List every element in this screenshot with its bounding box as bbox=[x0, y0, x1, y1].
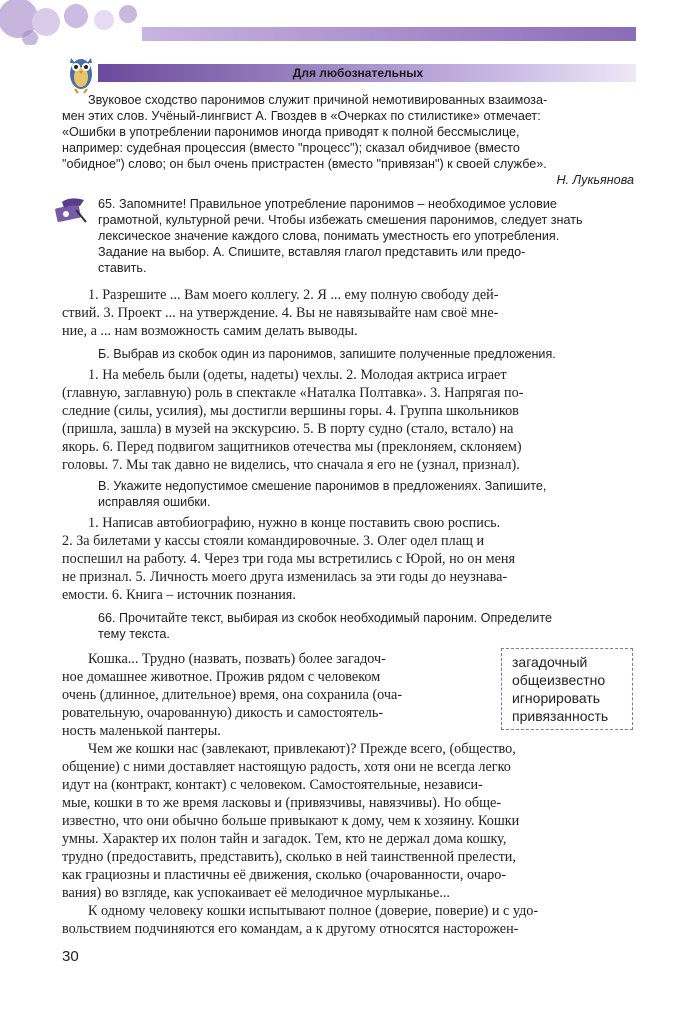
vocabulary-word: загадочный bbox=[512, 654, 588, 670]
text-line: трудно (предоставить, представить), сколько в ней таинственной прелести, bbox=[62, 849, 516, 865]
text-paragraph-3 bbox=[62, 902, 634, 938]
info-paragraph bbox=[62, 92, 634, 188]
info-line: «Ошибки в употреблении паронимов иногда приводят к полной бессмыслице, bbox=[62, 125, 520, 139]
ex65-line: лексическое значение каждого слова, понимать уместность его употребления. bbox=[98, 229, 560, 243]
text-paragraph-2 bbox=[62, 740, 634, 902]
text-line: как грациозны и пластичны её движения, сколько (очарованности, очаро- bbox=[62, 867, 507, 883]
part-c-line: 2. За билетами у кассы стояли командировочные. 3. Олег одел плащ и bbox=[62, 533, 485, 549]
ex65-line: грамотной, культурной речи. Чтобы избежать смешения паронимов, следует знать bbox=[98, 213, 583, 227]
owl-icon bbox=[66, 50, 96, 94]
part-c-line: емости. 6. Книга – источник познания. bbox=[62, 587, 296, 603]
top-decor-bar bbox=[142, 27, 636, 41]
part-c-task-line: В. Укажите недопустимое смешение паронимов в предложениях. Запишите, bbox=[98, 479, 547, 493]
info-author: Н. Лукьянова bbox=[556, 173, 634, 187]
part-a-line: ствий. 3. Проект ... на утверждение. 4. Вы не навязывайте нам своё мне- bbox=[62, 305, 499, 321]
section-title: Для любознательных bbox=[292, 66, 424, 80]
part-c-task-line: исправляя ошибки. bbox=[98, 495, 211, 509]
task-icon bbox=[54, 196, 88, 224]
ex65-line: Задание на выбор. А. Спишите, вставляя глагол представить или предо- bbox=[98, 245, 526, 259]
info-line: например: судебная процессия (вместо "процесс"); сказал обидчивое (вместо bbox=[62, 141, 520, 155]
info-line: Звуковое сходство паронимов служит причиной немотивированных взаимоза- bbox=[88, 93, 548, 107]
part-b-line: (главную, заглавную) роль в спектакле «Наталка Полтавка». 3. Напрягая по- bbox=[62, 385, 524, 401]
text-paragraph-1 bbox=[62, 650, 484, 740]
part-b-line: 1. На мебель были (одеты, надеты) чехлы. 2. Молодая актриса играет bbox=[88, 367, 507, 383]
part-b-line: (пришла, зашла) в музей на экскурсию. 5. В порту судно (стало, встало) на bbox=[62, 421, 514, 437]
text-line: общение) с ними доставляет настоящую радость, хотя они не всегда легко bbox=[62, 759, 511, 775]
part-c-sentences bbox=[62, 514, 634, 604]
text-line: вания) во взгляде, как успокаивает её мелодичное мурлыканье... bbox=[62, 885, 450, 901]
decorative-circles bbox=[0, 0, 150, 45]
text-line: очень (длинное, длительное) время, она сохранила (оча- bbox=[62, 687, 403, 703]
ex66-line: 66. Прочитайте текст, выбирая из скобок необходимый пароним. Определите bbox=[98, 611, 552, 625]
text-line: Чем же кошки нас (завлекают, привлекают)? Прежде всего, (общество, bbox=[88, 741, 516, 757]
exercise-66 bbox=[98, 610, 634, 642]
text-line: ное домашнее животное. Прожив рядом с человеком bbox=[62, 669, 381, 685]
vocabulary-word: общеизвестно bbox=[512, 672, 606, 688]
text-line: Кошка... Трудно (назвать, позвать) более загадоч- bbox=[88, 651, 386, 667]
text-line: известно, что они обычно больше привыкают к дому, чем к хозяину. Кошки bbox=[62, 813, 520, 829]
part-a-line: ние, а ... нам возможность самим делать выводы. bbox=[62, 323, 358, 339]
part-c-line: не признал. 5. Личность моего друга изменилась за эти годы до неузнава- bbox=[62, 569, 508, 585]
part-b-line: следние (силы, усилия), мы достигли вершины горы. 4. Группа школьников bbox=[62, 403, 519, 419]
exercise-65 bbox=[98, 196, 634, 276]
part-b-line: головы. 7. Мы так давно не виделись, что сначала я его не (узнал, признал). bbox=[62, 457, 520, 473]
part-b-task: Б. Выбрав из скобок один из паронимов, запишите полученные предложения. bbox=[98, 347, 556, 361]
text-line: идут на (контракт, контакт) с человеком. Самостоятельные, независи- bbox=[62, 777, 483, 793]
text-line: К одному человеку кошки испытывают полное (доверие, поверие) и с удо- bbox=[88, 903, 539, 919]
ex65-line: 65. Запомните! Правильное употребление паронимов – необходимое условие bbox=[98, 197, 557, 211]
ex66-line: тему текста. bbox=[98, 627, 170, 641]
text-line: ровательную, очарованную) дикость и самостоятель- bbox=[62, 705, 384, 721]
vocabulary-box bbox=[501, 648, 633, 730]
part-a-sentences bbox=[62, 286, 634, 340]
text-line: умны. Характер их полон тайн и загадок. Тем, кто не держал дома кошку, bbox=[62, 831, 507, 847]
text-line: вольствием подчиняются его командам, а к другому относятся насторожен- bbox=[62, 921, 519, 937]
part-c-task bbox=[98, 478, 634, 510]
part-b-sentences bbox=[62, 366, 634, 474]
text-line: ность маленькой пантеры. bbox=[62, 723, 221, 739]
part-c-line: поспешил на работу. 4. Через три года мы встретились с Юрой, но он меня bbox=[62, 551, 516, 567]
text-line: мые, кошки в то же время ласковы и (привязчивы, навязчивы). Но обще- bbox=[62, 795, 502, 811]
part-b-line: якорь. 6. Перед подвигом защитников отечества мы (преклоняем, склоняем) bbox=[62, 439, 522, 455]
info-line: "обидное") слово; он был очень пристрастен (вместо "привязан") к своей службе». bbox=[62, 157, 547, 171]
ex65-line: ставить. bbox=[98, 261, 147, 275]
info-line: мен этих слов. Учёный-лингвист А. Гвоздев в «Очерках по стилистике» отмечает: bbox=[62, 109, 541, 123]
part-c-line: 1. Написав автобиографию, нужно в конце поставить свою роспись. bbox=[88, 515, 501, 531]
vocabulary-word: игнорировать bbox=[512, 690, 601, 706]
part-a-line: 1. Разрешите ... Вам моего коллегу. 2. Я ... ему полную свободу дей- bbox=[88, 287, 499, 303]
page-number: 30 bbox=[62, 948, 79, 965]
vocabulary-word: привязанность bbox=[512, 708, 609, 724]
